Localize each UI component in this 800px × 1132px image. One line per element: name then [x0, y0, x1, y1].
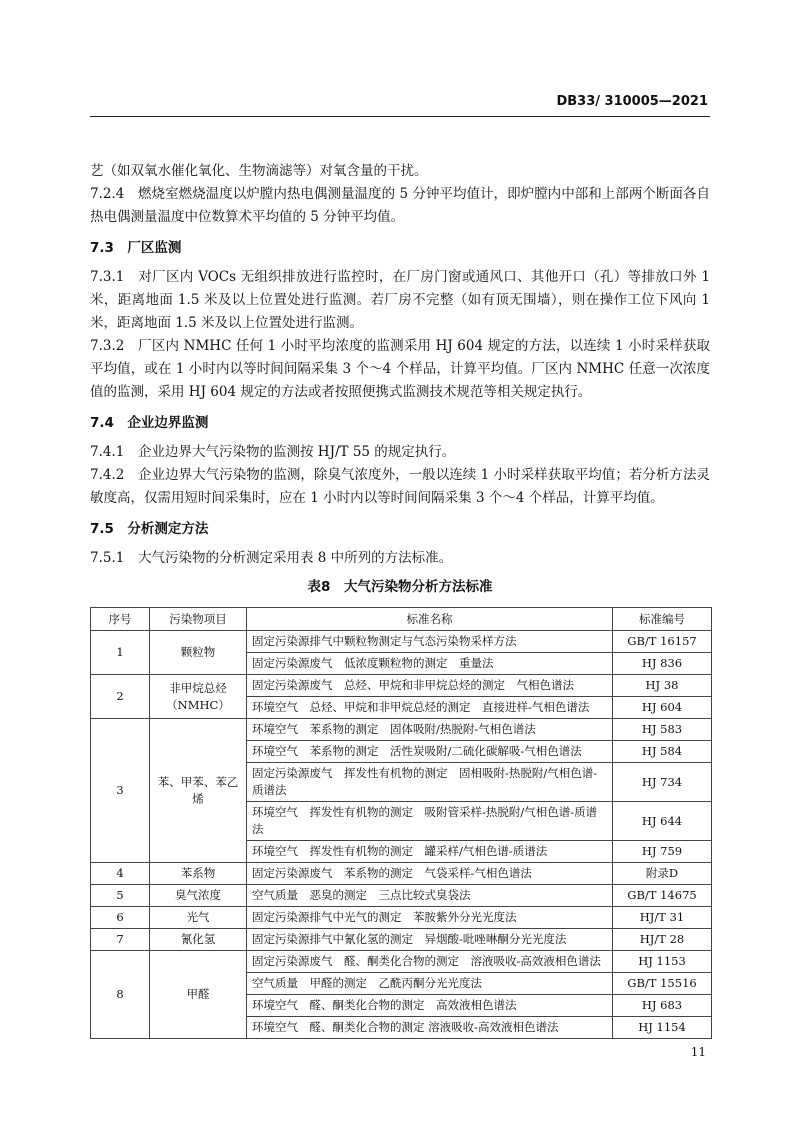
cell-pollutant: 非甲烷总烃（NMHC）	[150, 675, 247, 719]
cell-no: 2	[91, 675, 150, 719]
cell-no: 4	[91, 863, 150, 885]
cell-pollutant: 臭气浓度	[150, 885, 247, 907]
paragraph-group-75	[90, 547, 710, 570]
paragraph-group-73	[90, 266, 710, 404]
cell-standard-code: HJ/T 28	[613, 929, 712, 951]
cell-pollutant: 光气	[150, 907, 247, 929]
section-heading-7-4: 7.4 企业边界监测	[90, 415, 209, 431]
table-caption: 表8 大气污染物分析方法标准	[307, 579, 493, 595]
cell-standard-code: GB/T 16157	[613, 631, 712, 653]
page-number: 11	[690, 1045, 706, 1059]
clause-text: 燃烧室燃烧温度以炉膛内热电偶测量温度的 5 分钟平均值计，即炉膛内中部和上部两个断面各自热电偶测量温度中位数算术平均值的 5 分钟平均值。	[90, 186, 710, 225]
methods-table	[90, 607, 712, 1039]
header-no: 序号	[91, 608, 150, 631]
cell-standard-code: HJ 1153	[613, 951, 712, 973]
clause-number: 7.2.4	[90, 186, 125, 202]
table-row	[91, 907, 712, 929]
paragraph	[90, 547, 710, 570]
paragraph	[90, 464, 710, 510]
cell-no: 5	[91, 885, 150, 907]
cell-no: 7	[91, 929, 150, 951]
cell-pollutant: 颗粒物	[150, 631, 247, 675]
cell-no: 6	[91, 907, 150, 929]
cell-standard-code: GB/T 15516	[613, 973, 712, 995]
cell-standard-code: HJ 604	[613, 697, 712, 719]
cell-standard-code: HJ 644	[613, 802, 712, 841]
cell-standard-name: 空气质量 甲醛的测定 乙酰丙酮分光光度法	[247, 973, 613, 995]
cell-standard-code: 附录D	[613, 863, 712, 885]
paragraph-group-72	[90, 160, 710, 229]
cell-standard-name: 空气质量 恶臭的测定 三点比较式臭袋法	[247, 885, 613, 907]
cell-standard-name: 环境空气 醛、酮类化合物的测定 溶液吸收-高效液相色谱法	[247, 1017, 613, 1039]
cell-standard-name: 固定污染源废气 挥发性有机物的测定 固相吸附-热脱附/气相色谱-质谱法	[247, 763, 613, 802]
table-row	[91, 675, 712, 697]
cell-no: 1	[91, 631, 150, 675]
clause-text: 企业边界大气污染物的监测，除臭气浓度外，一般以连续 1 小时采样获取平均值；若分析方法灵敏度高，仅需用短时间采集时，应在 1 小时内以等时间间隔采集 3 个～4 个样品，计算平均值。	[90, 467, 710, 506]
cell-no: 8	[91, 951, 150, 1039]
table-row	[91, 885, 712, 907]
document-body	[90, 160, 710, 1039]
clause-number: 7.5.1	[90, 550, 125, 566]
cell-standard-name: 环境空气 总烃、甲烷和非甲烷总烃的测定 直接进样-气相色谱法	[247, 697, 613, 719]
paragraph	[90, 335, 710, 404]
table-row	[91, 631, 712, 653]
cell-standard-code: HJ 1154	[613, 1017, 712, 1039]
paragraph	[90, 266, 710, 335]
clause-text: 对厂区内 VOCs 无组织排放进行监控时，在厂房门窗或通风口、其他开口（孔）等排放口外 1 米，距离地面 1.5 米及以上位置处进行监测。若厂房不完整（如有顶无围墙），则在操作工位下风向 1 米，距离地面 1.5 米及以上位置处进行监测。	[90, 269, 710, 331]
header-standard-name: 标准名称	[247, 608, 613, 631]
clause-text: 企业边界大气污染物的监测按 HJ/T 55 的规定执行。	[138, 444, 456, 460]
paragraph-group-74	[90, 441, 710, 510]
section-heading-7-3: 7.3 厂区监测	[90, 240, 182, 256]
cell-standard-name: 环境空气 醛、酮类化合物的测定 高效液相色谱法	[247, 995, 613, 1017]
cell-standard-code: HJ 836	[613, 653, 712, 675]
paragraph	[90, 441, 710, 464]
document-code: DB33/ 310005—2021	[556, 94, 708, 109]
table-header-row	[91, 608, 712, 631]
paragraph	[90, 160, 710, 183]
clause-text: 厂区内 NMHC 任何 1 小时平均浓度的监测采用 HJ 604 规定的方法，以连续 1 小时采样获取平均值，或在 1 小时内以等时间间隔采集 3 个～4 个样品，计算平均值。厂区内 NMHC 任意一次浓度值的监测，采用 HJ 604 规定的方法或者按照便携式监测技术规范等相关规定执行。	[90, 338, 710, 400]
cell-standard-code: GB/T 14675	[613, 885, 712, 907]
cell-standard-code: HJ 584	[613, 741, 712, 763]
cell-standard-name: 固定污染源废气 醛、酮类化合物的测定 溶液吸收-高效液相色谱法	[247, 951, 613, 973]
cell-pollutant: 氰化氢	[150, 929, 247, 951]
cell-standard-name: 环境空气 挥发性有机物的测定 罐采样/气相色谱-质谱法	[247, 841, 613, 863]
cell-standard-code: HJ 583	[613, 719, 712, 741]
header-divider	[90, 116, 710, 117]
cell-standard-code: HJ 759	[613, 841, 712, 863]
cell-standard-code: HJ 683	[613, 995, 712, 1017]
cell-standard-name: 环境空气 苯系物的测定 固体吸附/热脱附-气相色谱法	[247, 719, 613, 741]
cell-pollutant: 甲醛	[150, 951, 247, 1039]
table-row	[91, 719, 712, 741]
cell-standard-name: 环境空气 挥发性有机物的测定 吸附管采样-热脱附/气相色谱-质谱法	[247, 802, 613, 841]
cell-standard-name: 固定污染源废气 低浓度颗粒物的测定 重量法	[247, 653, 613, 675]
cell-pollutant: 苯、甲苯、苯乙烯	[150, 719, 247, 863]
table-row	[91, 951, 712, 973]
cell-pollutant: 苯系物	[150, 863, 247, 885]
clause-number: 7.4.1	[90, 444, 125, 460]
cell-no: 3	[91, 719, 150, 863]
cell-standard-code: HJ/T 31	[613, 907, 712, 929]
header-item: 污染物项目	[150, 608, 247, 631]
cell-standard-name: 固定污染源排气中氰化氢的测定 异烟酸-吡唑啉酮分光光度法	[247, 929, 613, 951]
clause-number: 7.4.2	[90, 467, 125, 483]
cell-standard-name: 固定污染源排气中颗粒物测定与气态污染物采样方法	[247, 631, 613, 653]
cell-standard-name: 固定污染源排气中光气的测定 苯胺紫外分光光度法	[247, 907, 613, 929]
header-standard-code: 标准编号	[613, 608, 712, 631]
section-heading-7-5: 7.5 分析测定方法	[90, 521, 209, 537]
clause-text: 大气污染物的分析测定采用表 8 中所列的方法标准。	[138, 550, 453, 566]
cell-standard-code: HJ 734	[613, 763, 712, 802]
table-row	[91, 929, 712, 951]
table-row	[91, 863, 712, 885]
clause-text: 艺（如双氧水催化氧化、生物滴滤等）对氧含量的干扰。	[90, 163, 428, 179]
cell-standard-name: 固定污染源废气 总烃、甲烷和非甲烷总烃的测定 气相色谱法	[247, 675, 613, 697]
cell-standard-name: 固定污染源废气 苯系物的测定 气袋采样-气相色谱法	[247, 863, 613, 885]
cell-standard-code: HJ 38	[613, 675, 712, 697]
clause-number: 7.3.1	[90, 269, 125, 285]
clause-number: 7.3.2	[90, 338, 125, 354]
cell-standard-name: 环境空气 苯系物的测定 活性炭吸附/二硫化碳解吸-气相色谱法	[247, 741, 613, 763]
paragraph	[90, 183, 710, 229]
